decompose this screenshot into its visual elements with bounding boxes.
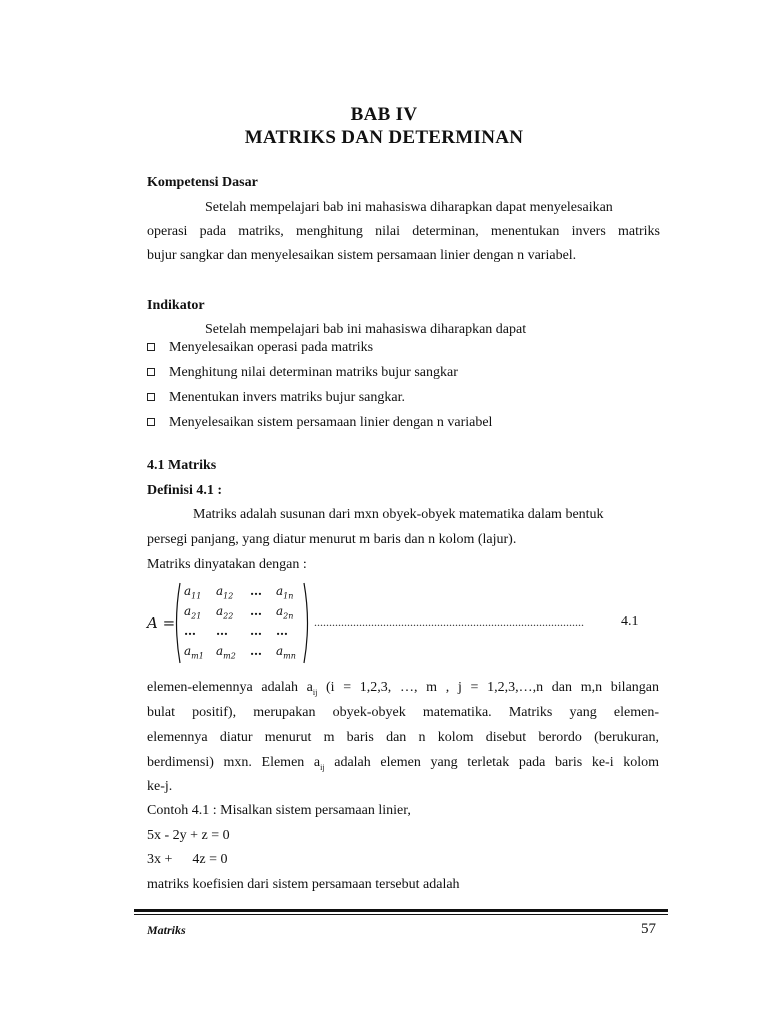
indikator-item (147, 340, 373, 356)
matrix-element (276, 604, 293, 620)
example-heading: Contoh 4.1 : Misalkan sistem persamaan linier, (147, 803, 411, 818)
equation-number: 4.1 (621, 614, 639, 629)
matrix-element-subscript: 2n (283, 611, 294, 621)
matrix-element-base: … (250, 624, 262, 638)
matrix-element-base: a (216, 604, 224, 618)
checkbox-bullet-icon (147, 343, 155, 351)
equation-1: 5x - 2y + z = 0 (147, 828, 230, 843)
matrix-element (276, 584, 293, 600)
footer-rule-thick (134, 909, 668, 912)
indikator-item (147, 415, 492, 431)
matrix-element-subscript: 12 (223, 591, 234, 601)
matrix-element-subscript: 1n (283, 591, 294, 601)
kompetensi-heading: Kompetensi Dasar (147, 175, 258, 190)
matrix-element (216, 624, 228, 638)
matrix-element-base: a (216, 584, 224, 598)
matrix-element (250, 644, 262, 658)
indikator-item-text: Menghitung nilai determinan matriks bujur sangkar (169, 365, 458, 380)
matrix-lhs: A = (147, 614, 176, 632)
indikator-item (147, 365, 458, 381)
matrix-element-base: a (276, 644, 284, 658)
matrix-element-base: … (184, 624, 196, 638)
definition-label: Definisi 4.1 : (147, 483, 223, 498)
text: (i = 1,2,3, …, m , j = 1,2,3,…,n dan m,n bilangan (317, 680, 659, 695)
matrix-element (216, 604, 233, 620)
body-line-4 (147, 750, 659, 781)
matrix-element-base: a (184, 604, 192, 618)
body-line-5: ke-j. (147, 779, 173, 794)
subscript: ij (320, 762, 325, 772)
matrix-element (250, 584, 262, 598)
matrix-element-base: … (216, 624, 228, 638)
checkbox-bullet-icon (147, 368, 155, 376)
subscript: ij (312, 687, 318, 697)
section-heading: 4.1 Matriks (147, 458, 217, 473)
matrix-element-base: … (250, 644, 262, 658)
definition-line-1: Matriks adalah susunan dari mxn obyek-obyek matematika dalam bentuk (193, 507, 604, 522)
matrix-element-base: a (276, 604, 284, 618)
text: elemen-elemennya adalah a (147, 680, 313, 695)
matrix-element-base: … (276, 624, 288, 638)
matrix-statement: Matriks dinyatakan dengan : (147, 557, 307, 572)
indikator-heading: Indikator (147, 298, 205, 313)
matrix-element-subscript: 22 (223, 611, 234, 621)
matrix-element (216, 644, 236, 660)
matrix-element-subscript: mn (283, 651, 296, 661)
text: 3x + (147, 852, 173, 867)
footer-title: Matriks (147, 923, 186, 937)
closing-sentence: matriks koefisien dari sistem persamaan tersebut adalah (147, 877, 460, 892)
matrix-element-base: a (184, 644, 192, 658)
indikator-intro: Setelah mempelajari bab ini mahasiswa diharapkan dapat (205, 322, 527, 337)
footer-rule-thin (134, 914, 668, 915)
indikator-item (147, 390, 405, 406)
matrix-element (250, 624, 262, 638)
text: 4z = 0 (192, 852, 228, 867)
checkbox-bullet-icon (147, 393, 155, 401)
indikator-item-text: Menyelesaikan operasi pada matriks (169, 340, 374, 355)
matrix-element (184, 624, 196, 638)
kompetensi-line-2: operasi pada matriks, menghitung nilai determinan, menentukan invers matriks (147, 224, 660, 239)
text: adalah elemen yang terletak pada baris ke-i kolom (324, 755, 659, 770)
matrix-element-base: a (216, 644, 224, 658)
checkbox-bullet-icon (147, 418, 155, 426)
matrix-element-base: a (184, 584, 192, 598)
body-line-3: elemennya diatur menurut m baris dan n kolom disebut berordo (berukuran, (147, 730, 659, 745)
matrix-element (276, 624, 288, 638)
matrix-grid (184, 584, 304, 664)
chapter-number: BAB IV (350, 104, 418, 125)
matrix-element-base: … (250, 604, 262, 618)
indikator-item-text: Menentukan invers matriks bujur sangkar. (169, 390, 406, 405)
matrix-element (184, 584, 201, 600)
indikator-item-text: Menyelesaikan sistem persamaan linier dengan n variabel (169, 415, 493, 430)
matrix-element (250, 604, 262, 618)
matrix-element (184, 604, 201, 620)
matrix-element (276, 644, 296, 660)
matrix-element-subscript: 21 (191, 611, 202, 621)
text: berdimensi) mxn. Elemen a (147, 755, 321, 770)
matrix-element (184, 644, 204, 660)
matrix-element-base: a (276, 584, 284, 598)
kompetensi-line-1: Setelah mempelajari bab ini mahasiswa diharapkan dapat menyelesaikan (205, 200, 613, 215)
matrix-element-base: … (250, 584, 262, 598)
body-line-2: bulat positif), merupakan obyek-obyek matematika. Matriks yang elemen- (147, 705, 659, 720)
matrix-element (216, 584, 233, 600)
chapter-title: MATRIKS DAN DETERMINAN (244, 127, 524, 148)
matrix-element-subscript: 11 (191, 591, 202, 601)
matrix-leader: .......................................................................................... (314, 615, 584, 629)
definition-line-2: persegi panjang, yang diatur menurut m baris dan n kolom (lajur). (147, 532, 517, 547)
matrix-element-subscript: m1 (191, 651, 204, 661)
equation-2 (147, 847, 228, 873)
kompetensi-line-3: bujur sangkar dan menyelesaikan sistem persamaan linier dengan n variabel. (147, 248, 577, 263)
page-number: 57 (641, 921, 656, 937)
matrix-element-subscript: m2 (223, 651, 236, 661)
